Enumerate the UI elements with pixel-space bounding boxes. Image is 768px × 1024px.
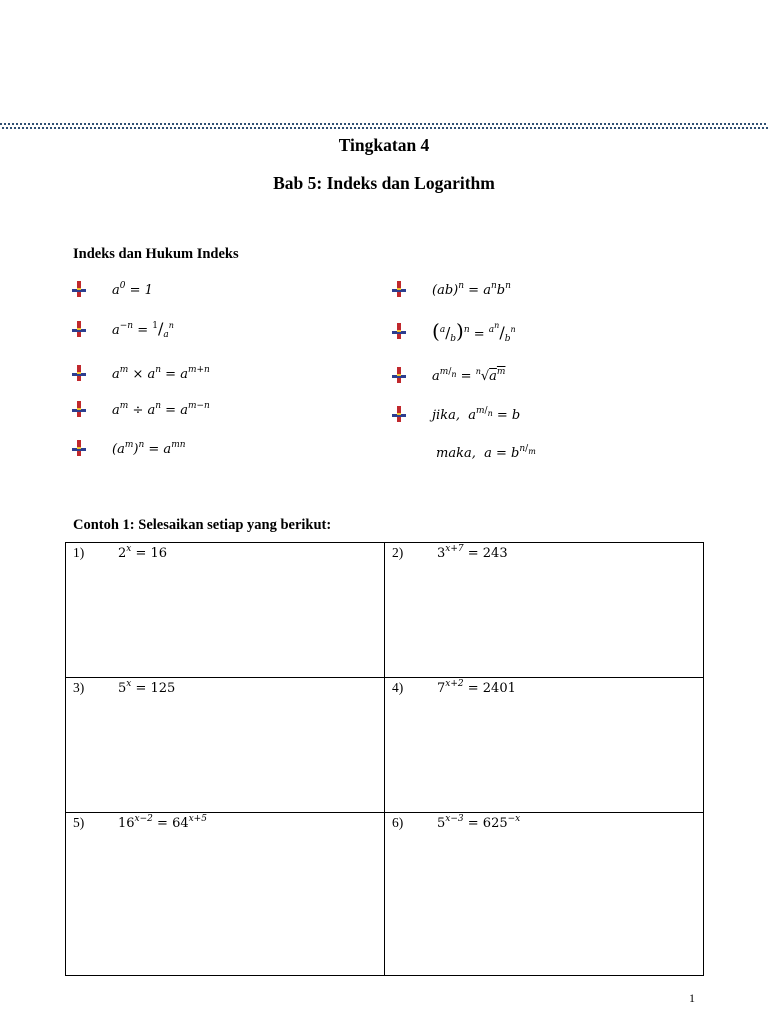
question-equation: $7^{x+2} = 2401$ [437,679,516,696]
example-heading: Contoh 1: Selesaikan setiap yang berikut: [73,517,332,533]
question-number: 3) [73,680,85,695]
bullet-icon [392,406,406,422]
question-equation: $16^{x-2} = 64^{x+5}$ [118,814,207,831]
chapter-title: Bab 5: Indeks dan Logarithm [273,173,495,193]
rule-product-power: $(ab)^n = a^nb^n$ [392,278,511,300]
question-number: 2) [392,545,404,560]
answer-cell[interactable] [385,678,704,813]
bullet-icon [392,281,406,297]
rule-power-of-power: $(a^m)^n = a^{mn}$ [72,437,186,459]
bullet-icon [72,365,86,381]
question-equation: $3^{x+7} = 243$ [437,544,508,561]
question-number: 1) [73,545,85,560]
bullet-icon [72,281,86,297]
bullet-icon [72,440,86,456]
form-title: Tingkatan 4 [338,135,430,155]
rule-if-statement: jika, $a^{m/n} = b$ [392,403,520,425]
question-equation: $5^{x-3} = 625^{-x}$ [437,814,521,831]
bullet-icon [72,321,86,337]
section-heading: Indeks dan Hukum Indeks [73,246,239,262]
question-number: 6) [392,815,404,830]
answer-cell[interactable] [385,543,704,678]
answer-cell[interactable] [66,813,385,976]
bullet-icon [72,401,86,417]
rule-fractional-index: $a^{m/n} = ^n√a^m$ [392,364,505,386]
answer-cell[interactable] [66,543,385,678]
page-number: 1 [689,991,695,1005]
rule-zero-index: $a^0 = 1$ [72,278,153,300]
rule-negative-index: $a^{-n} = ^1/_a^n$ [72,318,174,340]
header-dotted-rule [0,123,768,130]
answer-cell[interactable] [66,678,385,813]
rule-quotient-power: $(^a/_b)^n = ^{an}/_b^n$ [392,320,516,342]
answer-cell[interactable] [385,813,704,976]
question-number: 4) [392,680,404,695]
bullet-icon [392,367,406,383]
rule-then-statement: maka, $a = b^{n/m}$ [436,443,536,461]
question-equation: $2^x = 16$ [118,544,168,561]
rule-divide: $a^m \div a^n = a^{m-n}$ [72,398,210,420]
bullet-icon [392,323,406,339]
rule-multiply: $a^m \times a^n = a^{m+n}$ [72,362,210,384]
answer-table [65,542,704,976]
question-number: 5) [73,815,85,830]
question-equation: $5^x = 125$ [118,679,176,696]
